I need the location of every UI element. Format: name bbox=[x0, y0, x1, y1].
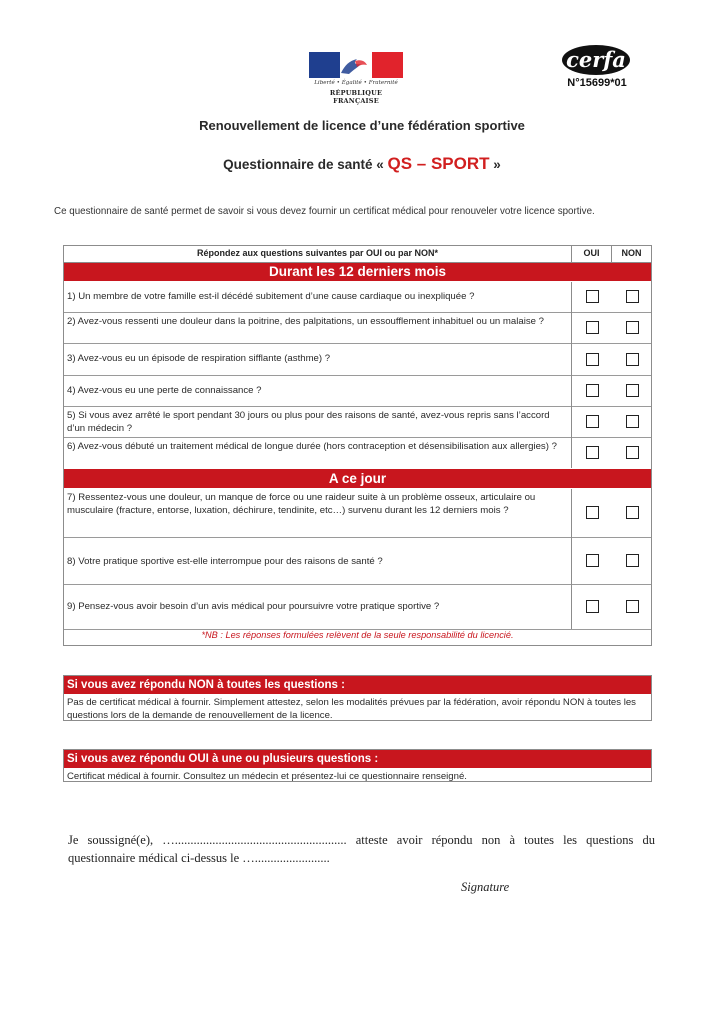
question-row bbox=[64, 282, 651, 313]
checkbox-q5-oui[interactable] bbox=[586, 415, 599, 428]
result-box-yes bbox=[63, 749, 652, 782]
checkbox-q9-oui[interactable] bbox=[586, 600, 599, 613]
question-row bbox=[64, 438, 651, 468]
checkbox-q8-non[interactable] bbox=[626, 554, 639, 567]
marianne-profile-icon bbox=[335, 55, 369, 77]
result-no-heading: Si vous avez répondu NON à toutes les questions : bbox=[64, 676, 651, 694]
intro-text: Ce questionnaire de santé permet de savoir si vous devez fournir un certificat médical pour renouveler votre licence sportive. bbox=[54, 206, 595, 217]
checkbox-q4-non[interactable] bbox=[626, 384, 639, 397]
logo-republic-text: RÉPUBLIQUE FRANÇAISE bbox=[329, 89, 383, 105]
result-yes-heading: Si vous avez répondu OUI à une ou plusieurs questions : bbox=[64, 750, 651, 768]
result-yes-text: Certificat médical à fournir. Consultez un médecin et présentez-lui ce questionnaire renseigné. bbox=[67, 771, 467, 782]
question-text: 5) Si vous avez arrêté le sport pendant 30 jours ou plus pour des raisons de santé, avez-vous repris sans l’accord d’un médecin ? bbox=[67, 410, 550, 434]
subtitle-prefix: Questionnaire de santé « bbox=[223, 157, 384, 172]
column-header-oui: OUI bbox=[583, 248, 600, 258]
checkbox-q2-non[interactable] bbox=[626, 321, 639, 334]
cerfa-oval: cerfa bbox=[562, 45, 630, 75]
section-header-12-months: Durant les 12 derniers mois bbox=[64, 263, 651, 281]
question-text: 1) Un membre de votre famille est-il décédé subitement d’une cause cardiaque ou inexpliquée ? bbox=[67, 291, 475, 302]
question-text: 2) Avez-vous ressenti une douleur dans la poitrine, des palpitations, un essoufflement inhabituel ou un malaise ? bbox=[67, 316, 544, 327]
responsibility-note: *NB : Les réponses formulées relèvent de la seule responsabilité du licencié. bbox=[201, 630, 514, 640]
result-no-text: Pas de certificat médical à fournir. Simplement attestez, selon les modalités prévues par la fédération, avoir répondu NON à toutes les questions lors de la demande de renouvellement de la licence. bbox=[67, 697, 636, 721]
column-header-non: NON bbox=[621, 248, 642, 258]
republique-francaise-logo bbox=[306, 50, 406, 105]
result-box-no bbox=[63, 675, 652, 721]
question-row bbox=[64, 407, 651, 438]
checkbox-q3-non[interactable] bbox=[626, 353, 639, 366]
checkbox-q7-non[interactable] bbox=[626, 506, 639, 519]
checkbox-q9-non[interactable] bbox=[626, 600, 639, 613]
checkbox-q6-non[interactable] bbox=[626, 446, 639, 459]
question-row bbox=[64, 344, 651, 376]
section-header-a-ce-jour: A ce jour bbox=[64, 469, 651, 488]
cerfa-logo bbox=[560, 45, 634, 95]
table-instruction: Répondez aux questions suivantes par OUI ou par NON* bbox=[196, 248, 439, 258]
checkbox-q1-non[interactable] bbox=[626, 290, 639, 303]
question-text: 4) Avez-vous eu une perte de connaissance ? bbox=[67, 385, 262, 396]
checkbox-q3-oui[interactable] bbox=[586, 353, 599, 366]
question-row bbox=[64, 489, 651, 538]
page-title: Renouvellement de licence d’une fédération sportive bbox=[199, 118, 525, 133]
question-row bbox=[64, 313, 651, 344]
question-text: 9) Pensez-vous avoir besoin d’un avis médical pour poursuivre votre pratique sportive ? bbox=[67, 601, 440, 612]
tricolor-flag-icon bbox=[309, 52, 403, 78]
attestation-text: Je soussigné(e), …....................................................... atteste avoir répondu non à toutes les questions du questionnaire médical ci-dessus le …........................ bbox=[68, 833, 655, 865]
checkbox-q7-oui[interactable] bbox=[586, 506, 599, 519]
questionnaire-table bbox=[63, 245, 652, 646]
subtitle-highlight: QS – SPORT bbox=[387, 154, 490, 173]
cerfa-number: N°15699*01 bbox=[567, 77, 627, 89]
checkbox-q1-oui[interactable] bbox=[586, 290, 599, 303]
signature-label: Signature bbox=[461, 880, 510, 894]
question-text: 6) Avez-vous débuté un traitement médical de longue durée (hors contraception et désensibilisation aux allergies) ? bbox=[67, 441, 557, 452]
checkbox-q6-oui[interactable] bbox=[586, 446, 599, 459]
question-row bbox=[64, 376, 651, 407]
logo-motto: Liberté • Égalité • Fraternité bbox=[314, 80, 398, 86]
question-row bbox=[64, 538, 651, 585]
checkbox-q8-oui[interactable] bbox=[586, 554, 599, 567]
checkbox-q5-non[interactable] bbox=[626, 415, 639, 428]
question-row bbox=[64, 585, 651, 630]
checkbox-q2-oui[interactable] bbox=[586, 321, 599, 334]
subtitle-suffix: » bbox=[493, 157, 501, 172]
question-text: 8) Votre pratique sportive est-elle interrompue pour des raisons de santé ? bbox=[67, 556, 383, 567]
page-subtitle bbox=[0, 154, 724, 174]
checkbox-q4-oui[interactable] bbox=[586, 384, 599, 397]
question-text: 3) Avez-vous eu un épisode de respiration sifflante (asthme) ? bbox=[67, 353, 331, 364]
table-header bbox=[64, 246, 651, 263]
question-text: 7) Ressentez-vous une douleur, un manque de force ou une raideur suite à un problème osseux, articulaire ou musculaire (fracture, entorse, luxation, déchirure, tendinite, etc…) survenu durant les 12 derniers mois ? bbox=[67, 492, 536, 516]
